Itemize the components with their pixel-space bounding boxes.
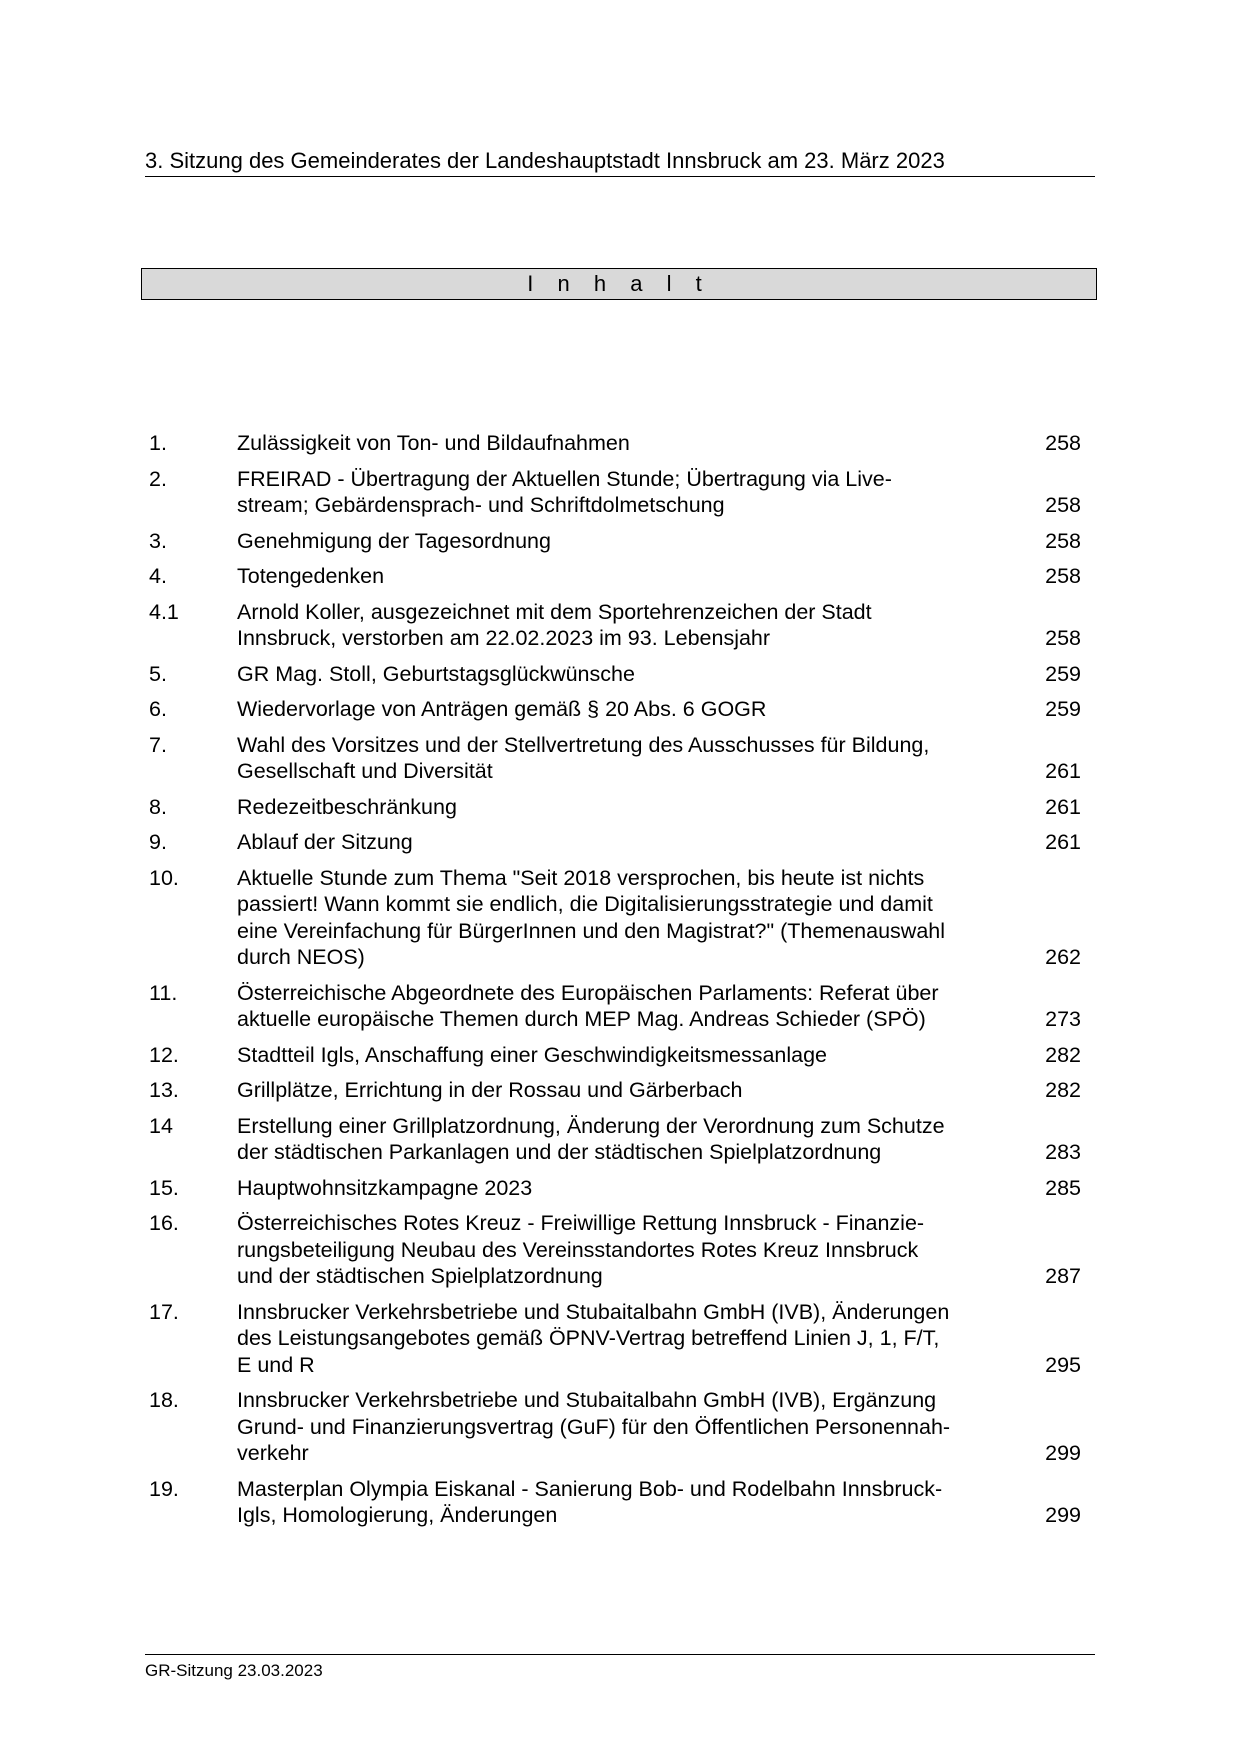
toc-entry-number: 10. [149,865,179,890]
page-header: 3. Sitzung des Gemeinderates der Landeshauptstadt Innsbruck am 23. März 2023 [145,148,1095,177]
toc-entry [149,528,1099,555]
toc-entry-number: 19. [149,1476,179,1501]
toc-entry-title-line: Redezeitbeschränkung [237,794,457,819]
toc-entry [149,980,1099,1033]
toc-entry-page: 273 [1045,1007,1081,1031]
toc-entry-title-line: Grillplätze, Errichtung in der Rossau und Gärberbach [237,1078,743,1102]
toc-entry-number: 12. [149,1042,179,1067]
toc-entry-title-line: des Leistungsangebotes gemäß ÖPNV-Vertrag betreffend Linien J, 1, F/T, [237,1326,940,1350]
toc-entry-title [237,661,1017,688]
toc-entry-title-line: Wiedervorlage von Anträgen gemäß § 20 Abs. 6 GOGR [237,697,767,721]
toc-entry-title [237,1210,1017,1290]
toc-entry-page: 283 [1045,1140,1081,1164]
toc-entry-title-line: Innsbruck, verstorben am 22.02.2023 im 93. Lebensjahr [237,626,771,650]
toc-entry [149,1077,1099,1104]
toc-entry [149,865,1099,971]
toc-entry-title-line: und der städtischen Spielplatzordnung [237,1264,603,1288]
toc-entry-title [237,829,1017,856]
toc-entry-title [237,1476,1017,1529]
toc-entry-title [237,1077,1017,1104]
toc-entry-title [237,528,1017,555]
toc-entry-number: 4. [149,564,167,588]
toc-entry-title-line: E und R [237,1352,315,1377]
toc-entry-title-line: Stadtteil Igls, Anschaffung einer Geschwindigkeitsmessanlage [237,1042,828,1067]
toc-entry-page: 261 [1045,794,1081,819]
toc-entry-title-line: der städtischen Parkanlagen und der städtischen Spielplatzordnung [237,1140,882,1164]
toc-entry-number: 9. [149,830,167,854]
toc-entry-page: 258 [1045,431,1081,455]
toc-entry-title [237,563,1017,590]
toc-entry-page: 258 [1045,626,1081,650]
toc-entry-title-line: Zulässigkeit von Ton- und Bildaufnahmen [237,431,630,455]
toc-entry-page: 282 [1045,1078,1081,1102]
toc-entry-title-line: Innsbrucker Verkehrsbetriebe und Stubaitalbahn GmbH (IVB), Änderungen [237,1299,950,1324]
toc-entry-title [237,599,1017,652]
toc-entry-title-line: Österreichisches Rotes Kreuz - Freiwillige Rettung Innsbruck - Finanzie- [237,1211,925,1235]
toc-entry [149,696,1099,723]
toc-entry-title [237,865,1017,971]
toc-entry [149,1042,1099,1069]
toc-entry-title [237,732,1017,785]
toc-entry-page: 261 [1045,830,1081,854]
toc-entry-title-line: rungsbeteiligung Neubau des Vereinsstandortes Rotes Kreuz Innsbruck [237,1237,919,1262]
toc-entry [149,1299,1099,1379]
toc-entry-title-line: Österreichische Abgeordnete des Europäischen Parlaments: Referat über [237,980,939,1005]
toc-entry-title-line: Erstellung einer Grillplatzordnung, Änderung der Verordnung zum Schutze [237,1113,945,1138]
toc-entry [149,732,1099,785]
toc-entry-page: 259 [1045,697,1081,721]
toc-entry-title-line: Genehmigung der Tagesordnung [237,528,551,553]
toc-entry-title [237,1175,1017,1202]
toc-entry-title-line: Totengedenken [237,564,385,588]
toc-entry-title [237,1113,1017,1166]
toc-entry-page: 285 [1045,1175,1081,1200]
toc-entry [149,599,1099,652]
toc-entry-title [237,430,1017,457]
toc-entry [149,1175,1099,1202]
toc-entry-number: 6. [149,697,167,721]
toc-entry-number: 11. [149,980,178,1005]
toc-entry-page: 282 [1045,1042,1081,1067]
toc-entry-title-line: stream; Gebärdensprach- und Schriftdolmetschung [237,493,725,517]
toc-entry-page: 295 [1045,1352,1081,1377]
toc-entry-page: 299 [1045,1441,1081,1465]
toc-entry-number: 4.1 [149,599,179,624]
toc-entry-number: 1. [149,431,167,455]
toc-entry-title [237,1299,1017,1379]
toc-entry-title-line: GR Mag. Stoll, Geburtstagsglückwünsche [237,661,635,686]
toc-entry-page: 258 [1045,564,1081,588]
table-of-contents [149,430,1099,1529]
toc-entry-title [237,696,1017,723]
toc-entry-number: 5. [149,661,167,686]
toc-entry-number: 2. [149,466,167,491]
toc-entry [149,1476,1099,1529]
section-title: I n h a l t [141,268,1097,300]
toc-entry-title-line: Arnold Koller, ausgezeichnet mit dem Sportehrenzeichen der Stadt [237,599,872,624]
toc-entry-title-line: verkehr [237,1441,309,1465]
toc-entry-title-line: Ablauf der Sitzung [237,830,413,854]
toc-entry [149,430,1099,457]
toc-entry-page: 258 [1045,528,1081,553]
toc-entry-title-line: Igls, Homologierung, Änderungen [237,1503,558,1527]
toc-entry-number: 15. [149,1175,179,1200]
toc-entry-page: 258 [1045,493,1081,517]
toc-entry-title-line: passiert! Wann kommt sie endlich, die Digitalisierungsstrategie und damit [237,892,933,916]
toc-entry-number: 18. [149,1388,179,1412]
toc-entry [149,1387,1099,1467]
toc-entry-number: 17. [149,1299,179,1324]
toc-entry [149,829,1099,856]
toc-entry-title-line: durch NEOS) [237,945,365,969]
toc-entry-title [237,1042,1017,1069]
toc-entry-title-line: Wahl des Vorsitzes und der Stellvertretung des Ausschusses für Bildung, [237,732,930,757]
toc-entry-title [237,794,1017,821]
toc-entry-title-line: Grund- und Finanzierungsvertrag (GuF) für den Öffentlichen Personennah- [237,1414,951,1439]
page-footer: GR-Sitzung 23.03.2023 [145,1654,1095,1681]
toc-entry-title-line: Hauptwohnsitzkampagne 2023 [237,1175,533,1200]
toc-entry-title [237,466,1017,519]
toc-entry-number: 3. [149,528,167,553]
toc-entry-title-line: Masterplan Olympia Eiskanal - Sanierung Bob- und Rodelbahn Innsbruck- [237,1476,943,1501]
toc-entry-title-line: Innsbrucker Verkehrsbetriebe und Stubaitalbahn GmbH (IVB), Ergänzung [237,1388,937,1412]
toc-entry [149,466,1099,519]
toc-entry-title-line: eine Vereinfachung für BürgerInnen und den Magistrat?" (Themenauswahl [237,918,946,943]
toc-entry-title [237,980,1017,1033]
toc-entry-title-line: FREIRAD - Übertragung der Aktuellen Stunde; Übertragung via Live- [237,466,892,491]
toc-entry-number: 16. [149,1211,179,1235]
toc-entry-title-line: Aktuelle Stunde zum Thema "Seit 2018 versprochen, bis heute ist nichts [237,865,925,890]
toc-entry-number: 13. [149,1078,179,1102]
toc-entry-title [237,1387,1017,1467]
toc-entry-title-line: Gesellschaft und Diversität [237,759,493,783]
toc-entry-title-line: aktuelle europäische Themen durch MEP Mag. Andreas Schieder (SPÖ) [237,1007,926,1031]
toc-entry-page: 259 [1045,661,1081,686]
toc-entry-page: 262 [1045,945,1081,969]
toc-entry [149,1210,1099,1290]
toc-entry-page: 287 [1045,1264,1081,1288]
toc-entry [149,661,1099,688]
toc-entry [149,1113,1099,1166]
toc-entry-page: 261 [1045,759,1081,783]
toc-entry-number: 7. [149,732,167,757]
toc-entry-page: 299 [1045,1503,1081,1527]
toc-entry [149,563,1099,590]
toc-entry-number: 8. [149,794,167,819]
toc-entry [149,794,1099,821]
toc-entry-number: 14 [149,1113,173,1138]
